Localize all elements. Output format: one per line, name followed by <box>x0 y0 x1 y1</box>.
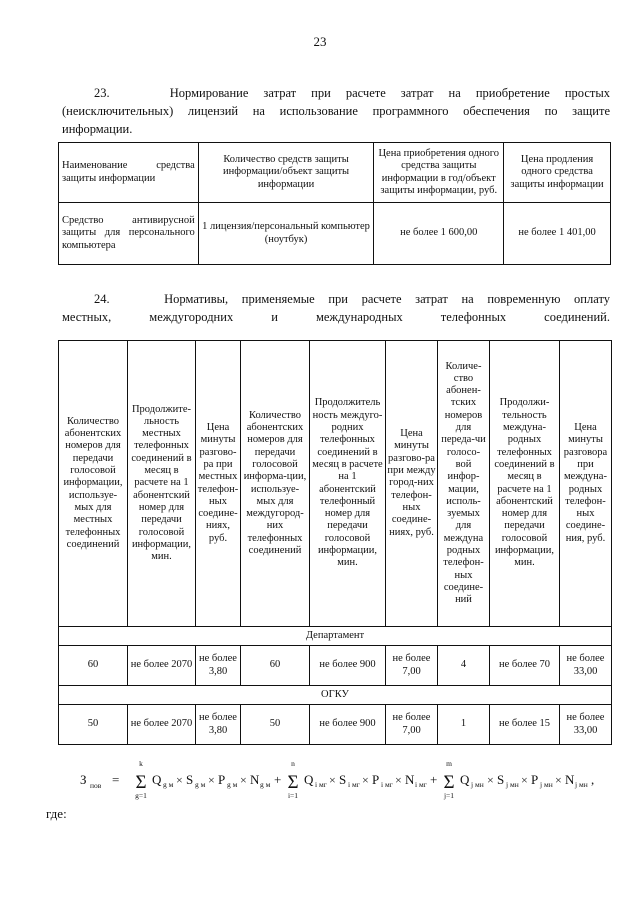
formula-lhs-sub: пов <box>90 781 102 790</box>
table-row <box>59 203 611 265</box>
formula-subscript: i мг <box>348 780 360 789</box>
formula-subscript: i мг <box>381 780 393 789</box>
table-cell: не более 33,00 <box>560 705 612 745</box>
table-header-cell: Цена продления одного средства защиты информации <box>504 143 611 203</box>
table-cell: не более 15 <box>490 705 560 745</box>
table-row <box>59 646 612 686</box>
table-cell: не более 1 401,00 <box>504 203 611 265</box>
formula-subscript: j мн <box>506 780 519 789</box>
table-header-cell: Цена приобретения одного средства защиты информации в год/объект защиты информации, руб. <box>374 143 504 203</box>
formula-symbol: S <box>497 772 505 787</box>
section-23-line-2: (неисключительных) лицензий на использование программного обеспечения по защите <box>62 104 610 118</box>
table-row <box>59 705 612 745</box>
table-cell: не более 3,80 <box>196 646 241 686</box>
formula-subscript: g м <box>195 780 206 789</box>
formula-times: × <box>176 773 183 787</box>
table-header-cell: Продолжитель ность междуго-родних телефонных соединений в месяц в расчете на 1 абонентский телефонный номер для передачи голосовой информации, мин. <box>310 341 386 627</box>
formula-symbol: N <box>405 772 415 787</box>
table-cell: не более 7,00 <box>386 646 438 686</box>
page-number: 23 <box>313 34 327 49</box>
table-header-cell: Количе-ство абонен-тских номеров для переда-чи голосо-вой инфор-мации, исполь-зуемых для междуна родных телефон-ных соедине-ний <box>438 341 490 627</box>
table-cell: не более 1 600,00 <box>374 203 504 265</box>
formula-symbol: N <box>250 772 260 787</box>
table-header-cell: Цена минуты разгово-ра при между город-них телефон-ных соедине-ниях, руб. <box>386 341 438 627</box>
section-23-line-3: информации. <box>62 122 133 136</box>
table-header-cell: Продолжите-льность местных телефонных соединений в месяц в расчете на 1 абонентский номер для передачи голосовой информации, мин. <box>128 341 196 627</box>
section-24-line-1: 24. Нормативы, применяемые при расчете затрат на повременную оплату <box>94 292 611 306</box>
table-cell: 60 <box>241 646 310 686</box>
section-24-number: 24. <box>94 292 110 306</box>
formula-comma: , <box>591 772 595 787</box>
formula-subscript: j мн <box>540 780 553 789</box>
formula-symbol: S <box>186 772 194 787</box>
sum-lower-limit: g=1 <box>135 791 147 800</box>
table-cell: 60 <box>59 646 128 686</box>
formula-plus: + <box>430 772 438 787</box>
sum-upper-limit: k <box>139 759 143 768</box>
table-header-cell: Количество средств защиты информации/объект защиты информации <box>198 143 374 203</box>
table-cell: не более 2070 <box>128 705 196 745</box>
formula-symbol: Q <box>152 772 162 787</box>
table-header-cell: Цена минуты разгово-ра при местных телефон-ных соедине-ниях, руб. <box>196 341 241 627</box>
sum-upper-limit: n <box>291 759 295 768</box>
table-cell: не более 900 <box>310 705 386 745</box>
table-cell: не более 7,00 <box>386 705 438 745</box>
table-cell: не более 2070 <box>128 646 196 686</box>
formula-subscript: j мн <box>471 780 484 789</box>
formula-lhs: З <box>80 772 87 787</box>
sum-sign: Σ <box>135 772 147 793</box>
formula-plus: + <box>274 772 282 787</box>
section-title-row <box>59 627 612 646</box>
table-cell: 50 <box>59 705 128 745</box>
table-cell: не более 900 <box>310 646 386 686</box>
formula-times: × <box>395 773 402 787</box>
formula-subscript: i мг <box>315 780 327 789</box>
formula-symbol: N <box>565 772 575 787</box>
formula-times: × <box>329 773 336 787</box>
sum-sign: Σ <box>287 772 299 793</box>
table-header-row <box>59 143 611 203</box>
formula-symbol: S <box>339 772 347 787</box>
sum-lower-limit: j=1 <box>443 791 455 800</box>
table-header-cell: Наименование средства защиты информации <box>59 143 199 203</box>
table-cell: 1 лицензия/персональный компьютер (ноутбук) <box>198 203 374 265</box>
table-header-cell: Продолжи-тельность междуна-родных телефонных соединений в месяц в расчете на 1 абонентский номер для передачи голосовой информации, мин. <box>490 341 560 627</box>
section-title-row <box>59 686 612 705</box>
formula-symbol: P <box>372 772 380 787</box>
formula-times: × <box>362 773 369 787</box>
formula-subscript: g м <box>227 780 238 789</box>
formula-times: × <box>555 773 562 787</box>
formula-equals: = <box>112 772 120 787</box>
formula-times: × <box>208 773 215 787</box>
formula-times: × <box>487 773 494 787</box>
table-cell: 50 <box>241 705 310 745</box>
formula-subscript: j мн <box>575 780 588 789</box>
formula-times: × <box>521 773 528 787</box>
section-23-number: 23. <box>94 86 110 100</box>
formula-symbol: P <box>531 772 539 787</box>
formula-symbol: Q <box>460 772 470 787</box>
table-cell: 4 <box>438 646 490 686</box>
sum-upper-limit: m <box>446 759 452 768</box>
table-header-cell: Количество абонентских номеров для передачи голосовой информа-ции, используе-мых для междугород-них телефонных соединений <box>241 341 310 627</box>
table-cell: не более 33,00 <box>560 646 612 686</box>
formula-symbol: P <box>218 772 226 787</box>
where-label: где: <box>46 806 67 821</box>
table-cell: не более 70 <box>490 646 560 686</box>
table-header-cell: Цена минуты разговора при междуна-родных телефон-ных соедине-ния, руб. <box>560 341 612 627</box>
formula-times: × <box>240 773 247 787</box>
formula-subscript: g м <box>163 780 174 789</box>
section-23-line-1: 23. Нормирование затрат при расчете затрат на приобретение простых <box>94 86 610 100</box>
table-cell: не более 3,80 <box>196 705 241 745</box>
table-header-cell: Количество абонентских номеров для передачи голосовой информации, используе-мых для местных телефонных соединений <box>59 341 128 627</box>
section-24-line-2: местных, междугородних и международных телефонных соединений. <box>62 310 610 324</box>
telephone-norms-table <box>58 340 612 745</box>
sum-lower-limit: i=1 <box>287 791 299 800</box>
section-title-ogku: ОГКУ <box>59 686 612 705</box>
table-cell: Средство антивирусной защиты для персонального компьютера <box>59 203 199 265</box>
formula-subscript: g м <box>260 780 271 789</box>
table-cell: 1 <box>438 705 490 745</box>
table-header-row <box>59 341 612 627</box>
section-title-department: Департамент <box>59 627 612 646</box>
cost-formula <box>80 757 620 803</box>
license-cost-table <box>58 142 611 265</box>
sum-sign: Σ <box>443 772 455 793</box>
formula-symbol: Q <box>304 772 314 787</box>
formula-subscript: i мг <box>415 780 427 789</box>
